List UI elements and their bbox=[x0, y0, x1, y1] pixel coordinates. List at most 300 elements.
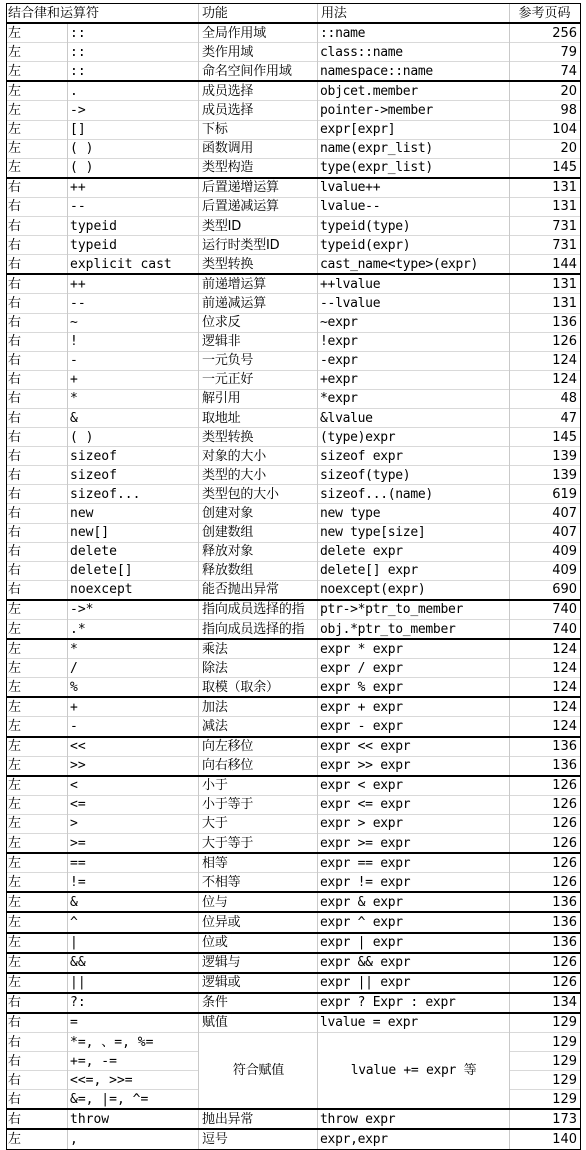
table-row bbox=[7, 659, 581, 678]
assoc-cell: 左 bbox=[7, 620, 68, 640]
usage-cell: expr ^ expr bbox=[318, 912, 510, 932]
table-row bbox=[7, 912, 581, 932]
operator-cell: * bbox=[68, 389, 199, 408]
operator-cell: :: bbox=[68, 62, 199, 82]
table-row bbox=[7, 953, 581, 973]
usage-cell: delete[] expr bbox=[318, 561, 510, 580]
operator-cell: / bbox=[68, 659, 199, 678]
page-cell: 126 bbox=[510, 853, 581, 873]
usage-cell: expr >= expr bbox=[318, 834, 510, 854]
function-cell: 逻辑或 bbox=[199, 973, 318, 993]
operator-cell: -- bbox=[68, 197, 199, 216]
function-cell: 位与 bbox=[199, 892, 318, 912]
function-cell: 类型的大小 bbox=[199, 466, 318, 485]
operator-cell: *=, 、=, %= bbox=[68, 1032, 199, 1051]
page-cell: 126 bbox=[510, 332, 581, 351]
page-cell: 98 bbox=[510, 101, 581, 120]
page-cell: 124 bbox=[510, 659, 581, 678]
usage-cell: expr != expr bbox=[318, 873, 510, 893]
function-cell: 释放对象 bbox=[199, 542, 318, 561]
usage-cell: expr || expr bbox=[318, 973, 510, 993]
function-cell: 后置递减运算 bbox=[199, 197, 318, 216]
assoc-cell: 右 bbox=[7, 178, 68, 198]
operator-cell: .* bbox=[68, 620, 199, 640]
assoc-cell: 右 bbox=[7, 313, 68, 332]
usage-cell: delete expr bbox=[318, 542, 510, 561]
table-row bbox=[7, 639, 581, 659]
page-cell: 139 bbox=[510, 447, 581, 466]
page-cell: 126 bbox=[510, 814, 581, 833]
compound-assign-usage-cell: lvalue += expr 等 bbox=[318, 1032, 510, 1109]
function-cell: 大于 bbox=[199, 814, 318, 833]
page-cell: 136 bbox=[510, 756, 581, 776]
assoc-cell: 右 bbox=[7, 428, 68, 447]
usage-cell: (type)expr bbox=[318, 428, 510, 447]
assoc-cell: 左 bbox=[7, 101, 68, 120]
operator-cell: + bbox=[68, 697, 199, 717]
operator-cell: <= bbox=[68, 795, 199, 814]
assoc-cell: 左 bbox=[7, 873, 68, 893]
operator-cell: == bbox=[68, 853, 199, 873]
usage-cell: expr / expr bbox=[318, 659, 510, 678]
operator-cell: != bbox=[68, 873, 199, 893]
assoc-cell: 右 bbox=[7, 236, 68, 255]
table-row bbox=[7, 834, 581, 854]
table-row bbox=[7, 485, 581, 504]
page-cell: 409 bbox=[510, 561, 581, 580]
function-cell: 逻辑非 bbox=[199, 332, 318, 351]
table-row bbox=[7, 139, 581, 158]
header-page: 参考页码 bbox=[510, 4, 581, 24]
usage-cell: new type[size] bbox=[318, 523, 510, 542]
page-cell: 131 bbox=[510, 294, 581, 313]
table-row bbox=[7, 43, 581, 62]
usage-cell: ::name bbox=[318, 23, 510, 43]
page-cell: 144 bbox=[510, 255, 581, 275]
assoc-cell: 左 bbox=[7, 62, 68, 82]
assoc-cell: 右 bbox=[7, 197, 68, 216]
table-row bbox=[7, 504, 581, 523]
page-cell: 131 bbox=[510, 197, 581, 216]
function-cell: 小于 bbox=[199, 776, 318, 796]
table-row bbox=[7, 274, 581, 294]
usage-cell: obj.*ptr_to_member bbox=[318, 620, 510, 640]
page-cell: 126 bbox=[510, 776, 581, 796]
page-cell: 126 bbox=[510, 973, 581, 993]
function-cell: 类型包的大小 bbox=[199, 485, 318, 504]
function-cell: 全局作用域 bbox=[199, 23, 318, 43]
table-row bbox=[7, 697, 581, 717]
page-cell: 690 bbox=[510, 580, 581, 600]
assoc-cell: 右 bbox=[7, 255, 68, 275]
assoc-cell: 左 bbox=[7, 1129, 68, 1149]
page-cell: 74 bbox=[510, 62, 581, 82]
page-cell: 134 bbox=[510, 993, 581, 1013]
function-cell: 成员选择 bbox=[199, 81, 318, 101]
table-row bbox=[7, 408, 581, 427]
operator-cell: sizeof... bbox=[68, 485, 199, 504]
table-row bbox=[7, 351, 581, 370]
function-cell: 成员选择 bbox=[199, 101, 318, 120]
table-row bbox=[7, 158, 581, 178]
assoc-cell: 左 bbox=[7, 776, 68, 796]
assoc-cell: 左 bbox=[7, 756, 68, 776]
operator-cell: [] bbox=[68, 120, 199, 139]
function-cell: 相等 bbox=[199, 853, 318, 873]
function-cell: 向右移位 bbox=[199, 756, 318, 776]
function-cell: 前递增运算 bbox=[199, 274, 318, 294]
usage-cell: throw expr bbox=[318, 1109, 510, 1129]
usage-cell: objcet.member bbox=[318, 81, 510, 101]
usage-cell: new type bbox=[318, 504, 510, 523]
usage-cell: expr ? Expr : expr bbox=[318, 993, 510, 1013]
page-cell: 731 bbox=[510, 236, 581, 255]
function-cell: 条件 bbox=[199, 993, 318, 1013]
usage-cell: expr * expr bbox=[318, 639, 510, 659]
operator-cell: % bbox=[68, 678, 199, 698]
function-cell: 下标 bbox=[199, 120, 318, 139]
page-cell: 131 bbox=[510, 178, 581, 198]
function-cell: 位异或 bbox=[199, 912, 318, 932]
operator-cell: ( ) bbox=[68, 428, 199, 447]
assoc-cell: 左 bbox=[7, 639, 68, 659]
function-cell: 创建对象 bbox=[199, 504, 318, 523]
page-cell: 47 bbox=[510, 408, 581, 427]
function-cell: 解引用 bbox=[199, 389, 318, 408]
usage-cell: cast_name<type>(expr) bbox=[318, 255, 510, 275]
page-cell: 20 bbox=[510, 139, 581, 158]
table-row bbox=[7, 197, 581, 216]
operator-cell: > bbox=[68, 814, 199, 833]
function-cell: 不相等 bbox=[199, 873, 318, 893]
usage-cell: expr - expr bbox=[318, 717, 510, 737]
function-cell: 创建数组 bbox=[199, 523, 318, 542]
assoc-cell: 左 bbox=[7, 697, 68, 717]
function-cell: 抛出异常 bbox=[199, 1109, 318, 1129]
assoc-cell: 右 bbox=[7, 523, 68, 542]
operator-cell: -> bbox=[68, 101, 199, 120]
assoc-cell: 右 bbox=[7, 1109, 68, 1129]
page-cell: 136 bbox=[510, 892, 581, 912]
table-row bbox=[7, 217, 581, 236]
usage-cell: expr % expr bbox=[318, 678, 510, 698]
operator-cell: :: bbox=[68, 43, 199, 62]
page-cell: 129 bbox=[510, 1071, 581, 1090]
page-cell: 79 bbox=[510, 43, 581, 62]
table-row bbox=[7, 542, 581, 561]
assoc-cell: 右 bbox=[7, 561, 68, 580]
page-cell: 129 bbox=[510, 1090, 581, 1110]
assoc-cell: 右 bbox=[7, 389, 68, 408]
assoc-cell: 右 bbox=[7, 408, 68, 427]
page-cell: 48 bbox=[510, 389, 581, 408]
usage-cell: expr >> expr bbox=[318, 756, 510, 776]
assoc-cell: 左 bbox=[7, 737, 68, 757]
usage-cell: expr,expr bbox=[318, 1129, 510, 1149]
assoc-cell: 右 bbox=[7, 466, 68, 485]
table-row bbox=[7, 255, 581, 275]
usage-cell: expr << expr bbox=[318, 737, 510, 757]
assoc-cell: 左 bbox=[7, 795, 68, 814]
function-cell: 位或 bbox=[199, 933, 318, 953]
page-cell: 731 bbox=[510, 217, 581, 236]
function-cell: 乘法 bbox=[199, 639, 318, 659]
operator-cell: :: bbox=[68, 23, 199, 43]
assoc-cell: 右 bbox=[7, 485, 68, 504]
table-row bbox=[7, 1109, 581, 1129]
function-cell: 大于等于 bbox=[199, 834, 318, 854]
page-cell: 740 bbox=[510, 620, 581, 640]
operator-cell: ++ bbox=[68, 178, 199, 198]
operator-cell: << bbox=[68, 737, 199, 757]
operator-cell: &=, |=, ^= bbox=[68, 1090, 199, 1110]
assoc-cell: 右 bbox=[7, 504, 68, 523]
table-row bbox=[7, 313, 581, 332]
page-cell: 124 bbox=[510, 697, 581, 717]
function-cell: 赋值 bbox=[199, 1013, 318, 1033]
function-cell: 前递减运算 bbox=[199, 294, 318, 313]
usage-cell: class::name bbox=[318, 43, 510, 62]
page-cell: 173 bbox=[510, 1109, 581, 1129]
table-row bbox=[7, 1032, 581, 1051]
table-row bbox=[7, 81, 581, 101]
usage-cell: lvalue++ bbox=[318, 178, 510, 198]
operator-cell: - bbox=[68, 351, 199, 370]
usage-cell: typeid(type) bbox=[318, 217, 510, 236]
page-cell: 619 bbox=[510, 485, 581, 504]
function-cell: 命名空间作用域 bbox=[199, 62, 318, 82]
page-cell: 256 bbox=[510, 23, 581, 43]
function-cell: 除法 bbox=[199, 659, 318, 678]
operator-cell: -- bbox=[68, 294, 199, 313]
header-assoc-op: 结合律和运算符 bbox=[7, 4, 199, 24]
assoc-cell: 左 bbox=[7, 23, 68, 43]
operator-cell: ++ bbox=[68, 274, 199, 294]
usage-cell: sizeof...(name) bbox=[318, 485, 510, 504]
operator-cell: & bbox=[68, 408, 199, 427]
function-cell: 类型转换 bbox=[199, 428, 318, 447]
operator-cell: ->* bbox=[68, 600, 199, 620]
operator-cell: ^ bbox=[68, 912, 199, 932]
assoc-cell: 左 bbox=[7, 717, 68, 737]
usage-cell: +expr bbox=[318, 370, 510, 389]
page-cell: 140 bbox=[510, 1129, 581, 1149]
operator-cell: && bbox=[68, 953, 199, 973]
page-cell: 126 bbox=[510, 873, 581, 893]
usage-cell: lvalue = expr bbox=[318, 1013, 510, 1033]
usage-cell: !expr bbox=[318, 332, 510, 351]
page-cell: 129 bbox=[510, 1013, 581, 1033]
assoc-cell: 左 bbox=[7, 81, 68, 101]
function-cell: 逻辑与 bbox=[199, 953, 318, 973]
function-cell: 向左移位 bbox=[199, 737, 318, 757]
function-cell: 释放数组 bbox=[199, 561, 318, 580]
function-cell: 位求反 bbox=[199, 313, 318, 332]
operator-cell: ( ) bbox=[68, 158, 199, 178]
usage-cell: expr <= expr bbox=[318, 795, 510, 814]
page-cell: 136 bbox=[510, 313, 581, 332]
operator-cell: ~ bbox=[68, 313, 199, 332]
operator-cell: ?: bbox=[68, 993, 199, 1013]
function-cell: 小于等于 bbox=[199, 795, 318, 814]
function-cell: 取模（取余） bbox=[199, 678, 318, 698]
function-cell: 类作用域 bbox=[199, 43, 318, 62]
operator-cell: explicit cast bbox=[68, 255, 199, 275]
table-row bbox=[7, 294, 581, 313]
table-row bbox=[7, 892, 581, 912]
assoc-cell: 左 bbox=[7, 912, 68, 932]
usage-cell: ++lvalue bbox=[318, 274, 510, 294]
table-row bbox=[7, 523, 581, 542]
usage-cell: expr + expr bbox=[318, 697, 510, 717]
function-cell: 逗号 bbox=[199, 1129, 318, 1149]
usage-cell: -expr bbox=[318, 351, 510, 370]
assoc-cell: 左 bbox=[7, 814, 68, 833]
operator-cell: * bbox=[68, 639, 199, 659]
assoc-cell: 右 bbox=[7, 1013, 68, 1033]
function-cell: 加法 bbox=[199, 697, 318, 717]
table-row bbox=[7, 933, 581, 953]
assoc-cell: 左 bbox=[7, 853, 68, 873]
function-cell: 指向成员选择的指 bbox=[199, 600, 318, 620]
function-cell: 对象的大小 bbox=[199, 447, 318, 466]
operator-table-container bbox=[6, 3, 580, 1150]
table-row bbox=[7, 561, 581, 580]
operator-cell: <<=, >>= bbox=[68, 1071, 199, 1090]
page-cell: 136 bbox=[510, 933, 581, 953]
function-cell: 减法 bbox=[199, 717, 318, 737]
function-cell: 能否抛出异常 bbox=[199, 580, 318, 600]
usage-cell: expr > expr bbox=[318, 814, 510, 833]
assoc-cell: 左 bbox=[7, 892, 68, 912]
page-cell: 124 bbox=[510, 351, 581, 370]
header-function: 功能 bbox=[199, 4, 318, 24]
assoc-cell: 右 bbox=[7, 351, 68, 370]
table-row bbox=[7, 600, 581, 620]
function-cell: 后置递增运算 bbox=[199, 178, 318, 198]
header-usage: 用法 bbox=[318, 4, 510, 24]
assoc-cell: 左 bbox=[7, 834, 68, 854]
operator-cell: >> bbox=[68, 756, 199, 776]
operator-cell: throw bbox=[68, 1109, 199, 1129]
page-cell: 124 bbox=[510, 639, 581, 659]
table-row bbox=[7, 973, 581, 993]
assoc-cell: 右 bbox=[7, 1071, 68, 1090]
function-cell: 一元负号 bbox=[199, 351, 318, 370]
function-cell: 一元正好 bbox=[199, 370, 318, 389]
usage-cell: expr && expr bbox=[318, 953, 510, 973]
table-row bbox=[7, 993, 581, 1013]
usage-cell: expr < expr bbox=[318, 776, 510, 796]
function-cell: 类型构造 bbox=[199, 158, 318, 178]
page-cell: 407 bbox=[510, 523, 581, 542]
assoc-cell: 右 bbox=[7, 294, 68, 313]
table-row bbox=[7, 62, 581, 82]
table-row bbox=[7, 814, 581, 833]
assoc-cell: 右 bbox=[7, 542, 68, 561]
operator-cell: . bbox=[68, 81, 199, 101]
table-row bbox=[7, 620, 581, 640]
table-row bbox=[7, 756, 581, 776]
table-row bbox=[7, 795, 581, 814]
table-row bbox=[7, 717, 581, 737]
usage-cell: expr & expr bbox=[318, 892, 510, 912]
table-row bbox=[7, 853, 581, 873]
usage-cell: name(expr_list) bbox=[318, 139, 510, 158]
table-row bbox=[7, 101, 581, 120]
usage-cell: &lvalue bbox=[318, 408, 510, 427]
page-cell: 409 bbox=[510, 542, 581, 561]
assoc-cell: 右 bbox=[7, 274, 68, 294]
operator-cell: sizeof bbox=[68, 447, 199, 466]
assoc-cell: 右 bbox=[7, 1052, 68, 1071]
page-cell: 104 bbox=[510, 120, 581, 139]
usage-cell: lvalue-- bbox=[318, 197, 510, 216]
usage-cell: expr == expr bbox=[318, 853, 510, 873]
page-cell: 145 bbox=[510, 428, 581, 447]
assoc-cell: 右 bbox=[7, 217, 68, 236]
assoc-cell: 左 bbox=[7, 933, 68, 953]
usage-cell: expr[expr] bbox=[318, 120, 510, 139]
assoc-cell: 左 bbox=[7, 158, 68, 178]
table-row bbox=[7, 776, 581, 796]
function-cell: 类型ID bbox=[199, 217, 318, 236]
usage-cell: sizeof expr bbox=[318, 447, 510, 466]
compound-assign-function-cell: 符合赋值 bbox=[199, 1032, 318, 1109]
assoc-cell: 左 bbox=[7, 659, 68, 678]
assoc-cell: 右 bbox=[7, 1032, 68, 1051]
page-cell: 126 bbox=[510, 953, 581, 973]
operator-cell: >= bbox=[68, 834, 199, 854]
assoc-cell: 左 bbox=[7, 600, 68, 620]
operator-cell: delete[] bbox=[68, 561, 199, 580]
usage-cell: ~expr bbox=[318, 313, 510, 332]
page-cell: 124 bbox=[510, 678, 581, 698]
operator-cell: & bbox=[68, 892, 199, 912]
table-row bbox=[7, 332, 581, 351]
table-row bbox=[7, 1013, 581, 1033]
usage-cell: expr | expr bbox=[318, 933, 510, 953]
usage-cell: ptr->*ptr_to_member bbox=[318, 600, 510, 620]
usage-cell: sizeof(type) bbox=[318, 466, 510, 485]
function-cell: 取地址 bbox=[199, 408, 318, 427]
usage-cell: namespace::name bbox=[318, 62, 510, 82]
operator-cell: new[] bbox=[68, 523, 199, 542]
table-row bbox=[7, 370, 581, 389]
assoc-cell: 左 bbox=[7, 678, 68, 698]
table-row bbox=[7, 580, 581, 600]
assoc-cell: 左 bbox=[7, 973, 68, 993]
page-cell: 131 bbox=[510, 274, 581, 294]
table-row bbox=[7, 737, 581, 757]
table-row bbox=[7, 178, 581, 198]
table-header-row bbox=[7, 4, 581, 24]
function-cell: 类型转换 bbox=[199, 255, 318, 275]
operator-cell: + bbox=[68, 370, 199, 389]
function-cell: 运行时类型ID bbox=[199, 236, 318, 255]
page-cell: 20 bbox=[510, 81, 581, 101]
operator-cell: delete bbox=[68, 542, 199, 561]
usage-cell: pointer->member bbox=[318, 101, 510, 120]
operator-cell: || bbox=[68, 973, 199, 993]
operator-cell: - bbox=[68, 717, 199, 737]
assoc-cell: 右 bbox=[7, 447, 68, 466]
table-row bbox=[7, 236, 581, 255]
page-cell: 740 bbox=[510, 600, 581, 620]
page-cell: 124 bbox=[510, 370, 581, 389]
table-row bbox=[7, 447, 581, 466]
page-cell: 129 bbox=[510, 1052, 581, 1071]
